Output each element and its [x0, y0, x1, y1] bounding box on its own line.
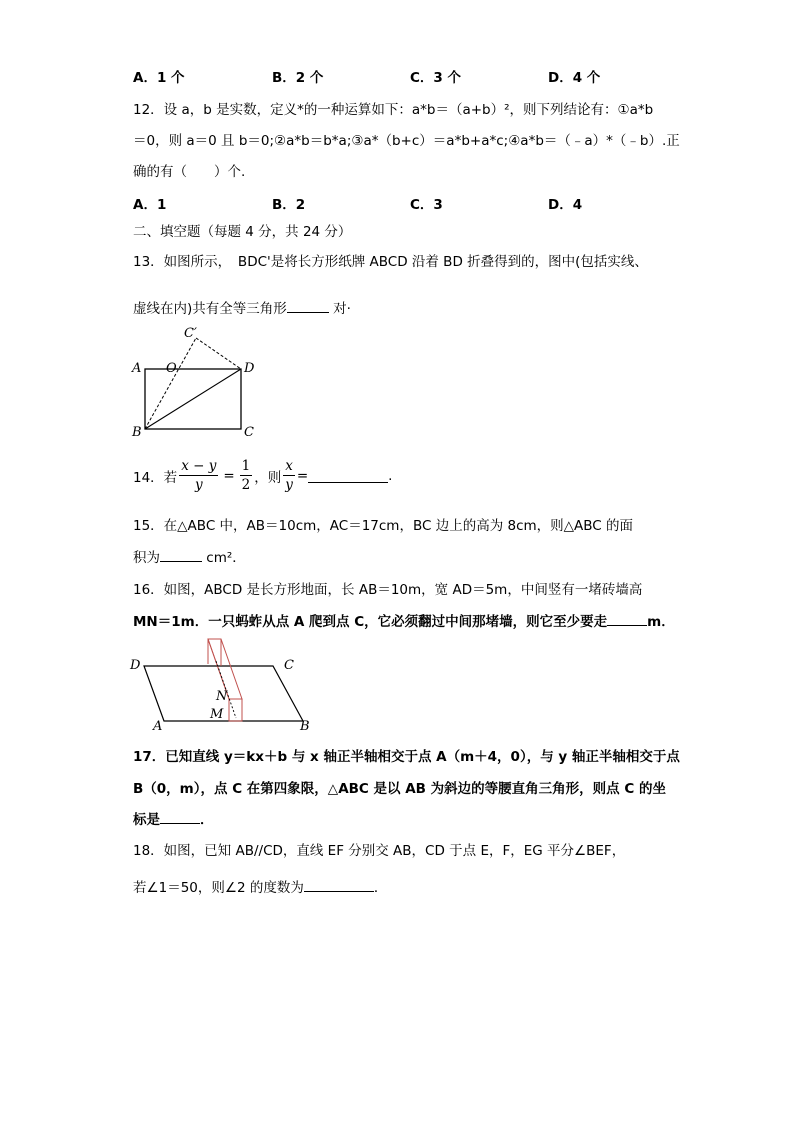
- q15-unit: cm²．: [206, 550, 246, 566]
- q14-f3-denominator: y: [285, 477, 293, 493]
- q17-answer-blank[interactable]: [160, 809, 200, 824]
- q16-figure: [128, 636, 318, 732]
- label-d: D: [130, 658, 141, 673]
- q16-line1: 16．如图，ABCD 是长方形地面，长 AB＝10m，宽 AD＝5m，中间竖有一堵砖墙高: [133, 582, 643, 598]
- q11-option-a: A．1 个: [133, 70, 185, 86]
- q11-option-c: C．3 个: [410, 70, 462, 86]
- label-d: D: [244, 361, 255, 376]
- folded-edge-bc: [145, 338, 196, 429]
- q18-line2-text: 若∠1＝50，则∠2 的度数为: [133, 880, 304, 896]
- q17-line3-text: 标是: [133, 812, 160, 828]
- q14-f1-denominator: y: [194, 477, 203, 493]
- q12-line2: ＝0，则 a＝0 且 b＝0;②a*b＝b*a;③a*（b+c）＝a*b+a*c;④a*b＝（﹣a）*（﹣b）.正: [133, 133, 680, 149]
- q16-line2-text: MN＝1m．一只蚂蚱从点 A 爬到点 C，它必须翻过中间那堵墙，则它至少要走: [133, 614, 608, 630]
- q16-unit: m．: [647, 614, 675, 630]
- label-m: M: [210, 707, 224, 722]
- q17-end: ．: [200, 812, 214, 828]
- q18-answer-blank[interactable]: [304, 877, 374, 892]
- q14-equals: =: [223, 467, 235, 484]
- q12-option-b: B．2: [272, 197, 306, 213]
- q14-prefix: 14．若: [133, 469, 178, 486]
- q13-answer-blank[interactable]: [287, 298, 329, 313]
- q14-fraction-2: [240, 457, 253, 494]
- q11-option-b: B．2 个: [272, 70, 324, 86]
- q14-fraction-3: [283, 457, 295, 494]
- q12-option-a: A．1: [133, 197, 167, 213]
- label-c-prime: C′: [184, 326, 197, 341]
- q12-line1: 12．设 a，b 是实数，定义*的一种运算如下：a*b＝（a+b）²，则下列结论有：①a*b: [133, 102, 654, 118]
- label-a: A: [132, 361, 142, 376]
- q12-option-c: C．3: [410, 197, 443, 213]
- q12-line3: 确的有（ ）个.: [133, 164, 246, 180]
- q14-f2-denominator: 2: [241, 477, 251, 493]
- q14-line: [133, 457, 392, 494]
- q14-f3-numerator: x: [285, 458, 293, 474]
- label-c: C: [244, 425, 254, 440]
- q13-figure: [128, 322, 268, 442]
- q15-line2-text: 积为: [133, 550, 160, 566]
- q14-f1-numerator: x − y: [181, 458, 217, 474]
- q13-line2-end: 对·: [333, 301, 351, 317]
- q18-line1: 18．如图，已知 AB//CD，直线 EF 分别交 AB，CD 于点 E，F，EG 平分∠BEF，: [133, 843, 626, 859]
- q18-line2: [133, 876, 387, 896]
- q15-answer-blank[interactable]: [160, 547, 202, 562]
- q13-line1: 13．如图所示， BDC'是将长方形纸牌 ABCD 沿着 BD 折叠得到的，图中(包括实线、: [133, 254, 648, 270]
- section-heading: 二、填空题（每题 4 分，共 24 分）: [133, 224, 352, 240]
- diagonal-bd: [145, 369, 241, 429]
- label-c: C: [284, 658, 294, 673]
- label-b: B: [132, 425, 142, 440]
- q16-line2: [133, 610, 675, 630]
- q14-equals-2: =: [296, 467, 309, 484]
- q11-option-d: D．4 个: [548, 70, 601, 86]
- label-a: A: [153, 719, 163, 732]
- q13-line2-text: 虚线在内)共有全等三角形: [133, 301, 287, 317]
- q14-end: .: [388, 467, 393, 484]
- q14-answer-blank[interactable]: [308, 468, 388, 483]
- folded-edge-cd: [196, 338, 241, 369]
- q14-fraction-1: [179, 457, 218, 494]
- q16-answer-blank[interactable]: [607, 611, 647, 626]
- q17-line2: B（0，m），点 C 在第四象限，△ABC 是以 AB 为斜边的等腰直角三角形，则点 C 的坐: [133, 781, 666, 797]
- q17-line1: 17．已知直线 y＝kx＋b 与 x 轴正半轴相交于点 A（m＋4，0），与 y 轴正半轴相交于点: [133, 749, 680, 765]
- label-n: N: [216, 689, 228, 704]
- q12-option-d: D．4: [548, 197, 583, 213]
- q14-f2-numerator: 1: [241, 458, 251, 474]
- q15-line1: 15．在△ABC 中，AB＝10cm，AC＝17cm，BC 边上的高为 8cm，则△ABC 的面: [133, 518, 634, 534]
- label-o: O: [166, 361, 177, 376]
- q13-line2: [133, 297, 351, 317]
- q17-line3: [133, 808, 214, 828]
- q18-end: ．: [373, 880, 388, 896]
- label-b: B: [300, 719, 310, 732]
- q14-mid: ，则: [254, 469, 282, 486]
- q15-line2: [133, 546, 246, 566]
